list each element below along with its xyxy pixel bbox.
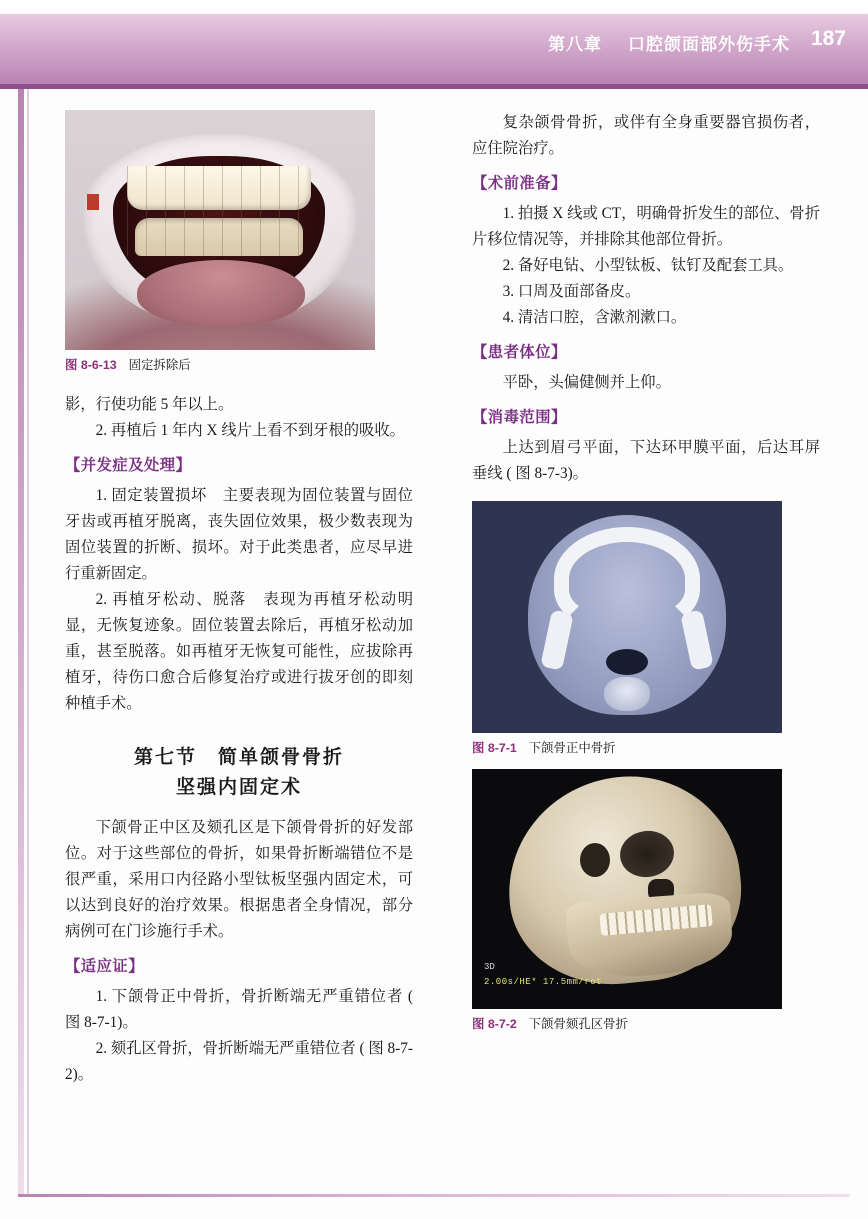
left-paragraph-5: 下颌骨正中区及颏孔区是下颌骨骨折的好发部位。对于这些部位的骨折，如果骨折断端错位不是很严重，采用口内径路小型钛板坚强内固定术，可以达到良好的治疗效果。根据患者全身情况，部分病例可在门诊施行手术。 xyxy=(65,819,413,940)
running-head-title: 口腔颌面部外伤手术 xyxy=(628,35,790,54)
3d-skull-reconstruction xyxy=(472,769,782,1009)
header-rule xyxy=(0,84,868,89)
figure-8-7-1-number: 图 8-7-1 xyxy=(472,741,517,755)
right-paragraph-2: 1. 拍摄 X 线或 CT，明确骨折发生的部位、骨折片移位情况等，并排除其他部位骨折。 xyxy=(472,205,821,248)
figure-8-7-2-caption xyxy=(472,1015,820,1033)
ct-overlay-corner-text: 3D xyxy=(484,962,495,972)
right-paragraph-7: 上达到眉弓平面，下达环甲膜平面，后达耳屏垂线 ( 图 8-7-3)。 xyxy=(472,439,820,482)
right-column xyxy=(472,110,820,1037)
ct-cervical-spine xyxy=(604,677,650,711)
running-head-chapter: 第八章 xyxy=(548,35,602,54)
section-title-line-1: 第七节 简单颌骨骨折 xyxy=(133,747,344,768)
left-paragraph-3: 1. 固定装置损坏 主要表现为固位装置与固位牙齿或再植牙脱离，丧失固位效果，极少数表现为固位装置的折断、损坏。对于此类患者，应尽早进行重新固定。 xyxy=(65,487,413,582)
section-title xyxy=(65,743,413,803)
bottom-rule xyxy=(18,1194,850,1197)
right-paragraph-3: 2. 备好电钻、小型钛板、钛钉及配套工具。 xyxy=(502,257,794,274)
heading-disinfection-range: 【消毒范围】 xyxy=(472,409,567,426)
left-paragraph-7: 2. 颏孔区骨折，骨折断端无严重错位者 ( 图 8-7-2)。 xyxy=(65,1040,413,1083)
heading-patient-position: 【患者体位】 xyxy=(472,344,567,361)
tongue-shape xyxy=(137,260,305,326)
figure-8-7-1-text: 下颌骨正中骨折 xyxy=(528,741,616,755)
figure-8-7-1 xyxy=(472,501,820,757)
intraoral-teeth-photo xyxy=(65,110,375,350)
left-paragraph-6: 1. 下颌骨正中骨折，骨折断端无严重错位者 ( 图 8-7-1)。 xyxy=(65,988,413,1031)
red-marker xyxy=(87,194,99,210)
figure-8-7-2 xyxy=(472,769,820,1033)
right-paragraph-5: 4. 清洁口腔，含漱剂漱口。 xyxy=(502,309,687,326)
left-paragraph-4: 2. 再植牙松动、脱落 表现为再植牙松动明显，无恢复迹象。固位装置去除后，再植牙松动加重，甚至脱落。如再植牙无恢复可能性，应拔除再植牙，待伤口愈合后修复治疗或进行拔牙创的即刻种植手术。 xyxy=(65,591,413,712)
ct-overlay-scale-text: 2.00s/HE* 17.5mm/rot xyxy=(484,977,603,987)
ct-mandibular-arch xyxy=(554,527,700,631)
figure-8-7-2-number: 图 8-7-2 xyxy=(472,1017,517,1031)
heading-complications: 【并发症及处理】 xyxy=(65,457,192,474)
figure-8-6-13-text: 固定拆除后 xyxy=(128,358,191,372)
orbit-far-shape xyxy=(580,843,610,877)
page-number: 187 xyxy=(810,27,846,50)
running-head xyxy=(548,30,790,55)
right-paragraph-6: 平卧，头偏健侧并上仰。 xyxy=(502,374,671,391)
section-title-line-2: 坚强内固定术 xyxy=(175,777,302,798)
figure-8-7-2-text: 下颌骨颏孔区骨折 xyxy=(528,1017,628,1031)
left-column xyxy=(65,110,413,1088)
axial-ct-scan xyxy=(472,501,782,733)
ct-airway xyxy=(606,649,648,675)
figure-8-6-13-number: 图 8-6-13 xyxy=(65,358,117,372)
left-paragraph-2: 2. 再植后 1 年内 X 线片上看不到牙根的吸收。 xyxy=(95,422,405,439)
figure-8-6-13 xyxy=(65,110,413,374)
right-paragraph-1: 复杂颌骨骨折，或伴有全身重要器官损伤者，应住院治疗。 xyxy=(472,114,820,157)
left-decorative-bar-thin xyxy=(27,89,29,1194)
figure-8-7-1-caption xyxy=(472,739,820,757)
right-paragraph-4: 3. 口周及面部备皮。 xyxy=(502,283,641,300)
left-decorative-bar xyxy=(18,89,24,1194)
heading-preoperative-preparation: 【术前准备】 xyxy=(472,175,567,192)
figure-8-6-13-caption xyxy=(65,356,413,374)
heading-indications: 【适应证】 xyxy=(65,958,144,975)
left-paragraph-1: 影，行使功能 5 年以上。 xyxy=(65,396,234,413)
teeth-separation-lines xyxy=(127,166,311,256)
